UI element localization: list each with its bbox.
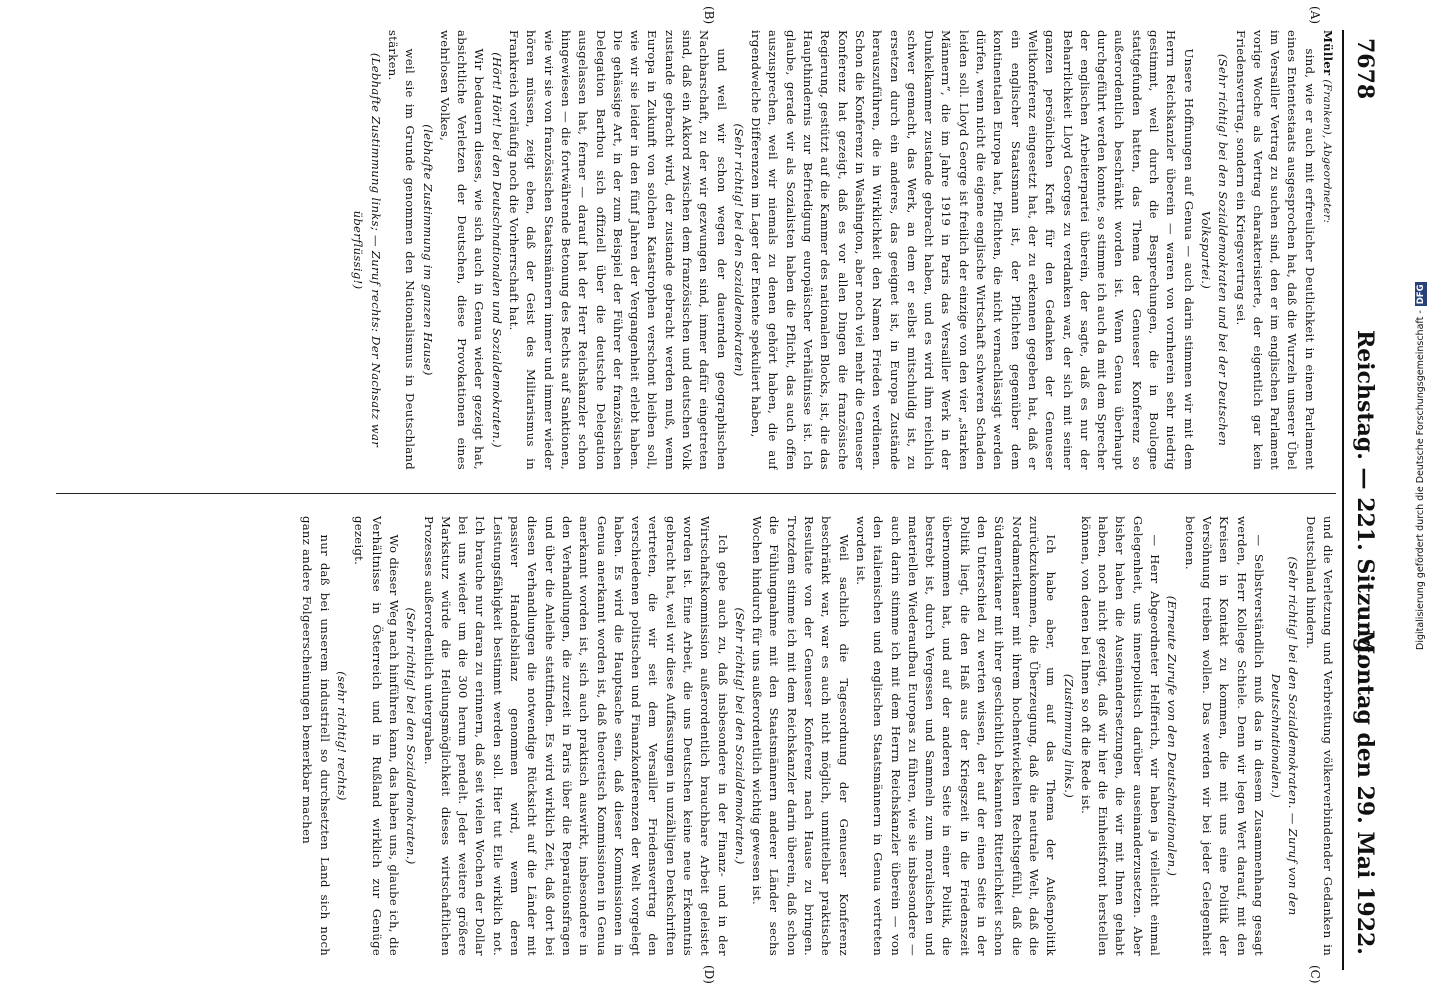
credit-text: Digitalisierung gefördert durch die Deutsche Forschungsgemeinschaft - — [1415, 310, 1426, 650]
paragraph: nur daß bei unserem industriell so durchsetzten Land sich noch ganz andere Folgeerscheinungen bemerkbar machen — [300, 516, 332, 956]
dfg-logo: DFG — [1416, 284, 1426, 305]
paragraph: Wo dieser Weg nach hinführen kann, das haben uns, glaube ich, die Verhältnisse in Österreich und in Rußland wirklich zur Genüge gezeigt. — [352, 516, 401, 956]
interjection: (Sehr richtig! bei den Sozialdemokraten und bei der Deutschen Volkspartei.) — [1198, 53, 1231, 447]
paragraph: und die Verletzung und Verbreitung völkerverbindender Gedanken in Deutschland hindern. — [1303, 516, 1335, 956]
right-text-column — [56, 516, 1336, 956]
left-text-column — [56, 30, 1336, 470]
paragraph: Wir bedauern dieses, wie sich auch in Genua wieder gezeigt hat, absichtliche Verletzen der Deutschen, diese Provokationen eines wehrlosen Volkes, — [437, 30, 487, 470]
page-number: 7678 — [1352, 38, 1378, 100]
interjection: (Sehr richtig! bei den Sozialdemokraten.) — [732, 607, 747, 865]
paragraph: — Herr Abgeordneter Helfferich, wir haben ja vielleicht einmal Gelegenheit, uns innerpolitisch darüber auseinanderzusetzen. Aber bisher haben die Auseinandersetzungen, die wir mit Ihnen gehabt haben, noch nicht gezeigt, daß wir hier die Einheitsfront herstellen können, von denen bei Ihnen so oft die Rede ist. — [1078, 516, 1163, 956]
interjection: (Hört! Hört! bei den Deutschnationalen und Sozialdemokraten.) — [489, 52, 504, 448]
margin-mark-c: (C) — [1308, 965, 1322, 984]
interjection: (Lebhafte Zustimmung links; — Zuruf rechts: Der Nachsatz war überflüssig!) — [351, 52, 383, 448]
interjection: (Sehr richtig! bei den Sozialdemokraten) — [731, 123, 746, 377]
paragraph: Weil sachlich die Tagesordnung der Genueser Konferenz beschränkt war, war es auch nicht möglich, unmittelbar praktische Resultate von der Genueser Konferenz nach Hause zu bringen. Trotzdem stimme ich mit dem Reichskanzler darin überein, daß schon die Fühlungnahme mit den Staatsmännern anderer Länder sechs Wochen hindurch für uns außerordentlich wichtig gewesen ist. — [750, 516, 851, 956]
margin-mark-b: (B) — [702, 6, 716, 25]
interjection: (Erneute Zurufe von den Deutschnationalen.) — [1165, 595, 1180, 877]
column-divider — [56, 493, 1336, 494]
paragraph: und weil wir schon wegen der dauernden geographischen Nachbarschaft, zu der wir gezwungen sind, immer dafür eingetreten sind, daß ein Akkord zwischen dem französischen und deutschen Volk zustande gebracht wird, der zustande gebracht werden muß, wenn Europa in Zukunft von solchen Katastrophen verschont bleiben soll, wie wir sie leider in den fünf Jahren der Vergangenheit erlebt haben. Die gehässige Art, in der zum Beispiel der Führer der französischen Delegation Barthou sich offiziell über die deutsche Delegation ausgelassen hat, ferner — darauf hat der Herr Reichskanzler schon hingewiesen — die fortwährende Betonung des Rechts auf Sanktionen, wie wir sie von französischen Staatsmännern immer und immer wieder hören müssen, zeigt eben, daß der Geist des Militarismus in Frankreich vorläufig noch die Vorherrschaft hat. — [507, 30, 729, 470]
interjection: (lebhafte Zustimmung im ganzen Hause) — [420, 124, 435, 376]
interjection: (Zustimmung links.) — [1061, 673, 1076, 799]
page-header — [1342, 30, 1384, 970]
speaker-line — [1318, 30, 1336, 470]
document-page — [44, 6, 1384, 984]
speaker-role: (Franken), Abgeordneter: — [1321, 79, 1333, 224]
paragraph: sind, wie er auch mit erfreulicher Deutlichkeit in einem Parlament eines Ententestaats ausgesprochen hat, daß die Wurzeln unserer Übel im Versailler Vertrag zu suchen sind, den er im englischen Parlament vorige Woche als Vertrag charakterisierte, der eigentlich gar kein Friedensvertrag, sondern ein Kriegsvertrag sei. — [1233, 30, 1317, 470]
interjection: (sehr richtig! rechts) — [335, 671, 350, 801]
paragraph: — Selbstverständlich muß das in diesem Zusammenhang gesagt werden, Herr Kollege Schiele. Denn wir legen Wert darauf, mit den Kreisen in Kontakt zu kommen, die mit uns eine Politik der Versöhnung treiben wollen. Das werden wir bei jeder Gelegenheit betonen. — [1182, 516, 1266, 956]
interjection: (Sehr richtig! bei den Sozialdemokraten.) — [404, 607, 419, 865]
paragraph: Ich habe aber, um auf das Thema der Außenpolitik zurückzukommen, die Überzeugung, daß die neutrale Welt, daß die Nordamerikaner mit ihrem hochentwickelten Rechtsgefühl, daß die Südamerikaner mit ihrer geschichtlich bekannten Ritterlichkeit schon den Unterschied zu werten wissen, der auf der einen Seite in der Politik liegt, die den Haß aus der Kriegszeit in die Friedenszeit übernommen hat, und auf der anderen Seite in einer Politik, die bestrebt ist, durch Vergessen und Sammeln zum moralischen und materiellen Wiederaufbau Europas zu führen, wie sie insbesondere — auch darin stimme ich mit dem Herrn Reichskanzler überein — von den italienischen und englischen Staatsmännern in Genua vertreten worden ist. — [853, 516, 1059, 956]
paragraph: Ich gebe auch zu, daß insbesondere in der Finanz- und in der Wirtschaftskommission außerordentlich brauchbare Arbeit geleistet worden ist. Eine Arbeit, die uns Deutschen keine neue Erkenntnis gebracht hat, weil wir diese Auffassungen in unzähligen Denkschriften vertreten, die wir seit dem Versailler Friedensvertrag den verschiedenen politischen und Finanzkonferenzen der Welt vorgelegt haben. Es wird die Hauptsache sein, daß dieser Kommissionen in Genua anerkannt worden ist, daß theoretisch Kommissionen in Genua anerkannt worden ist, sich auch praktisch auswirkt, insbesondere in den Verhandlungen, die zurzeit in Paris über die Reparationsfragen und über die Anleihe stattfinden. Es wird wirklich Zeit, daß dort bei diesen Verhandlungen die notwendige Rücksicht auf die Länder mit passiver Handelsbilanz genommen wird, wenn deren Leistungsfähigkeit bestimmt werden soll. Hier tut Eile wirklich not. Ich brauche nur daran zu erinnern, daß seit vielen Wochen der Dollar bei uns wieder um die 300 herum pendelt. Jeder weitere größere Marksturz würde die Heilungsmöglichkeit dieses wirtschaftlichen Prozesses außerordentlich untergraben. — [421, 516, 730, 956]
speaker-name: Müller — [1321, 30, 1335, 76]
margin-mark-d: (D) — [702, 965, 716, 984]
interjection: (Sehr richtig! bei den Sozialdemokraten. — Zuruf von den Deutschnationalen.) — [1269, 556, 1301, 916]
paragraph: weil sie im Grunde genommen den Nationalismus in Deutschland stärken. — [385, 30, 418, 470]
session-title: Reichstag. — 221. Sitzung. — [1352, 330, 1378, 661]
session-date: Montag den 29. Mai 1922. — [1352, 630, 1378, 955]
margin-mark-a: (A) — [1308, 6, 1322, 25]
paragraph: Unsere Hoffnungen auf Genua — auch darin stimmen wir mit dem Herrn Reichskanzler überein — waren von vornherein sehr niedrig gestimmt, weil durch die Besprechungen, die in Boulogne stattgefunden hatten, das Thema der Genueser Konferenz so außerordentlich beschränkt worden ist. Wenn Genua überhaupt durchgeführt werden konnte, so stimme ich auch da mit dem Sprecher der englischen Arbeiterpartei überein, der sagte, daß es nur der Beharrlichkeit Lloyd Georges zu verdanken war, der sich mit seiner ganzen persönlichen Kraft für den Gedanken der Genueser Weltkonferenz eingesetzt hat, der zu erkennen gegeben hat, daß er ein englischer Staatsmann ist, der Pflichten gegenüber dem kontinentalen Europa hat, Pflichten, die nicht vernachlässigt werden dürfen, wenn nicht die eigene englische Wirtschaft schweren Schaden leiden soll. Lloyd George ist freilich der einzige von den vier „starken Männern“, die im Jahre 1919 in Paris das Versailler Werk in der Dunkelkammer zustande gebracht haben, und es wird ihm reichlich schwer gemacht, das Werk, an dem er selbst mitschuldig ist, zu ersetzen durch ein anderes, das geeignet ist, in Europa Zustände herauszuführen, die in Wirklichkeit den Namen Frieden verdienen. Schon die Konferenz in Washington, aber noch viel mehr die Genueser Konferenz hat gezeigt, daß es vor allen Dingen die französische Regierung, gestützt auf die Kammer des nationalen Blocks, ist, die das Haupthindernis zur Befriedigung europäischer Verhältnisse ist. Ich glaube, gerade wir als Sozialisten haben die Pflicht, das auch offen auszusprechen, weil wir niemals zu denen gehört haben, die auf irgendwelche Differenzen im Lager der Entente spekuliert haben, — [749, 30, 1196, 470]
